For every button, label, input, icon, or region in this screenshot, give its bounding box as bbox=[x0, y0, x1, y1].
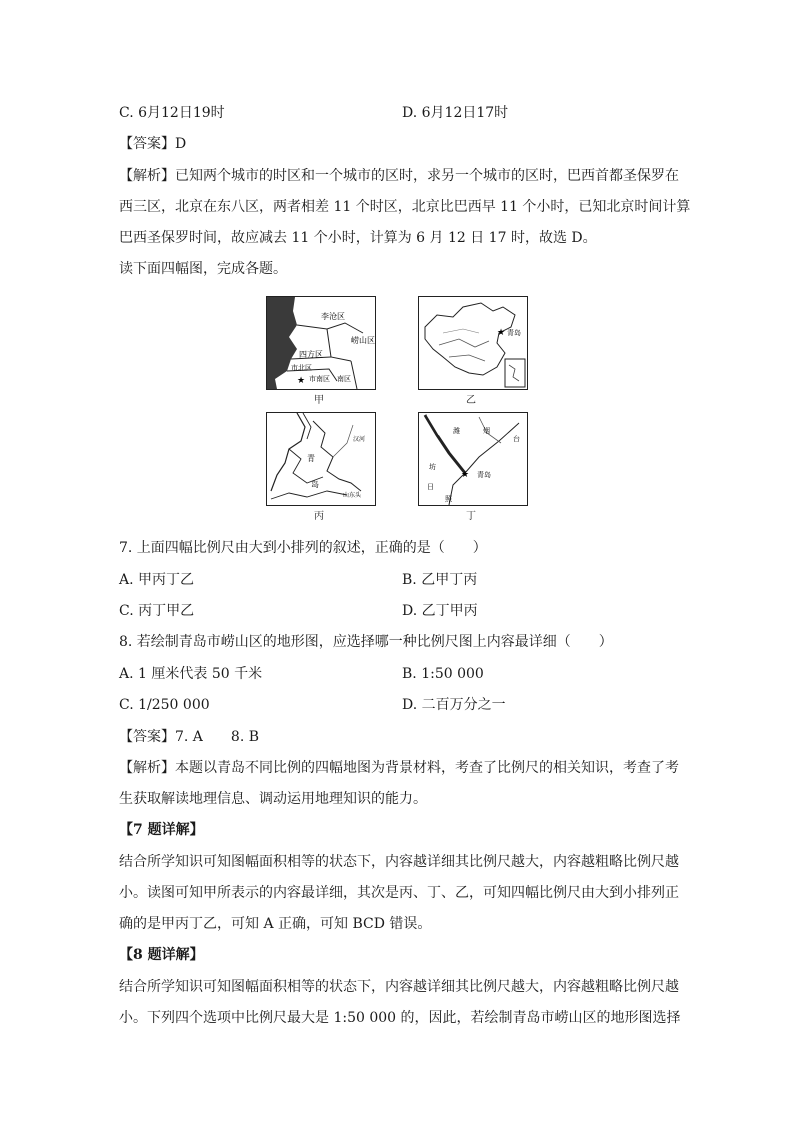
q6-analysis-line-1: 【解析】已知两个城市的时区和一个城市的区时，求另一个城市的区时，巴西首都圣保罗在 bbox=[119, 168, 679, 184]
map-bing-label-3: 汉河 bbox=[353, 436, 366, 443]
detail7-heading: 【7 题详解】 bbox=[119, 822, 204, 838]
analysis-line-1: 【解析】本题以青岛不同比例的四幅地图为背景材料，考查了比例尺的相关知识，考查了考 bbox=[119, 760, 679, 776]
q6-answer: 【答案】D bbox=[119, 136, 187, 152]
map-jia-label-2: 崂山区 bbox=[351, 336, 375, 345]
map-jia-label-5: 市南区 bbox=[309, 375, 330, 383]
q8-option-d: D. 二百万分之一 bbox=[402, 697, 506, 713]
q8-option-a: A. 1 厘米代表 50 千米 bbox=[119, 666, 263, 682]
map-yi bbox=[418, 296, 528, 390]
q7-option-a: A. 甲丙丁乙 bbox=[119, 572, 195, 588]
map-bing-label-2: 岛 bbox=[311, 480, 319, 489]
detail7-line-1: 结合所学知识可知图幅面积相等的状态下，内容越详细其比例尺越大，内容越粗略比例尺越 bbox=[119, 854, 679, 870]
q7-option-c: C. 丙丁甲乙 bbox=[119, 603, 195, 619]
q7-stem: 7. 上面四幅比例尺由大到小排列的叙述，正确的是（ ） bbox=[119, 540, 487, 556]
map-ding-label-3: 台 bbox=[513, 435, 520, 443]
detail8-line-2: 小。下列四个选项中比例尺最大是 1:50 000 的，因此，若绘制青岛市崂山区的地形图选择 bbox=[119, 1010, 681, 1026]
map-ding bbox=[418, 412, 528, 506]
map-jia-label-4: 市北区 bbox=[291, 364, 312, 372]
map-jia bbox=[266, 296, 376, 390]
star-icon: ★ bbox=[297, 376, 306, 386]
map-ding-label-4: 坊 bbox=[429, 463, 436, 471]
q8-option-b: B. 1:50 000 bbox=[402, 666, 484, 682]
detail8-heading: 【8 题详解】 bbox=[119, 947, 204, 963]
q6-analysis-line-2: 西三区，北京在东八区，两者相差 11 个时区，北京比巴西早 11 个小时，已知北京时间计算 bbox=[119, 199, 691, 215]
detail8-line-1: 结合所学知识可知图幅面积相等的状态下，内容越详细其比例尺越大，内容越粗略比例尺越 bbox=[119, 979, 679, 995]
map-yi-label-1: 青岛 bbox=[507, 329, 521, 337]
map-bing-label-4: 山东头 bbox=[343, 492, 362, 499]
analysis-line-2: 生获取解读地理信息、调动运用地理知识的能力。 bbox=[119, 791, 427, 807]
map-ding-label-2: 烟 bbox=[483, 427, 490, 435]
q6-option-c: C. 6月12日19时 bbox=[119, 105, 225, 121]
map-jia-label-6: 南区 bbox=[337, 375, 351, 383]
detail7-line-3: 确的是甲丙丁乙，可知 A 正确，可知 BCD 错误。 bbox=[119, 916, 432, 932]
map-ding-caption: 丁 bbox=[466, 511, 476, 522]
map-ding-label-7: 照 bbox=[445, 495, 452, 503]
q7-option-b: B. 乙甲丁丙 bbox=[402, 572, 478, 588]
q6-option-d: D. 6月12日17时 bbox=[402, 105, 509, 121]
map-bing-drawing bbox=[267, 413, 375, 505]
map-jia-label-1: 李沧区 bbox=[321, 312, 345, 321]
star-icon: ★ bbox=[461, 470, 470, 480]
map-ding-label-1: 潍 bbox=[453, 427, 460, 435]
map-bing-label-1: 青 bbox=[307, 454, 315, 463]
intro-text: 读下面四幅图，完成各题。 bbox=[119, 261, 287, 277]
map-jia-caption: 甲 bbox=[314, 395, 324, 406]
map-jia-label-3: 四方区 bbox=[299, 350, 323, 359]
q7-option-d: D. 乙丁甲丙 bbox=[402, 603, 478, 619]
q8-stem: 8. 若绘制青岛市崂山区的地形图，应选择哪一种比例尺图上内容最详细（ ） bbox=[119, 634, 613, 650]
map-yi-caption: 乙 bbox=[466, 395, 476, 406]
map-bing-caption: 丙 bbox=[314, 511, 324, 522]
map-yi-drawing bbox=[419, 297, 527, 389]
detail7-line-2: 小。读图可知甲所表示的内容最详细，其次是丙、丁、乙，可知四幅比例尺由大到小排列正 bbox=[119, 885, 679, 901]
answers-7-8: 【答案】7. A 8. B bbox=[119, 729, 260, 745]
map-jia-drawing bbox=[267, 297, 375, 389]
q8-option-c: C. 1/250 000 bbox=[119, 697, 210, 713]
map-ding-drawing bbox=[419, 413, 527, 505]
map-bing bbox=[266, 412, 376, 506]
map-ding-label-6: 日 bbox=[427, 483, 434, 491]
star-icon: ★ bbox=[497, 328, 506, 338]
map-ding-label-5: 青岛 bbox=[477, 471, 491, 479]
four-maps-figure bbox=[262, 292, 532, 524]
q6-analysis-line-3: 巴西圣保罗时间，故应减去 11 个小时，计算为 6 月 12 日 17 时，故选 D。 bbox=[119, 230, 597, 246]
